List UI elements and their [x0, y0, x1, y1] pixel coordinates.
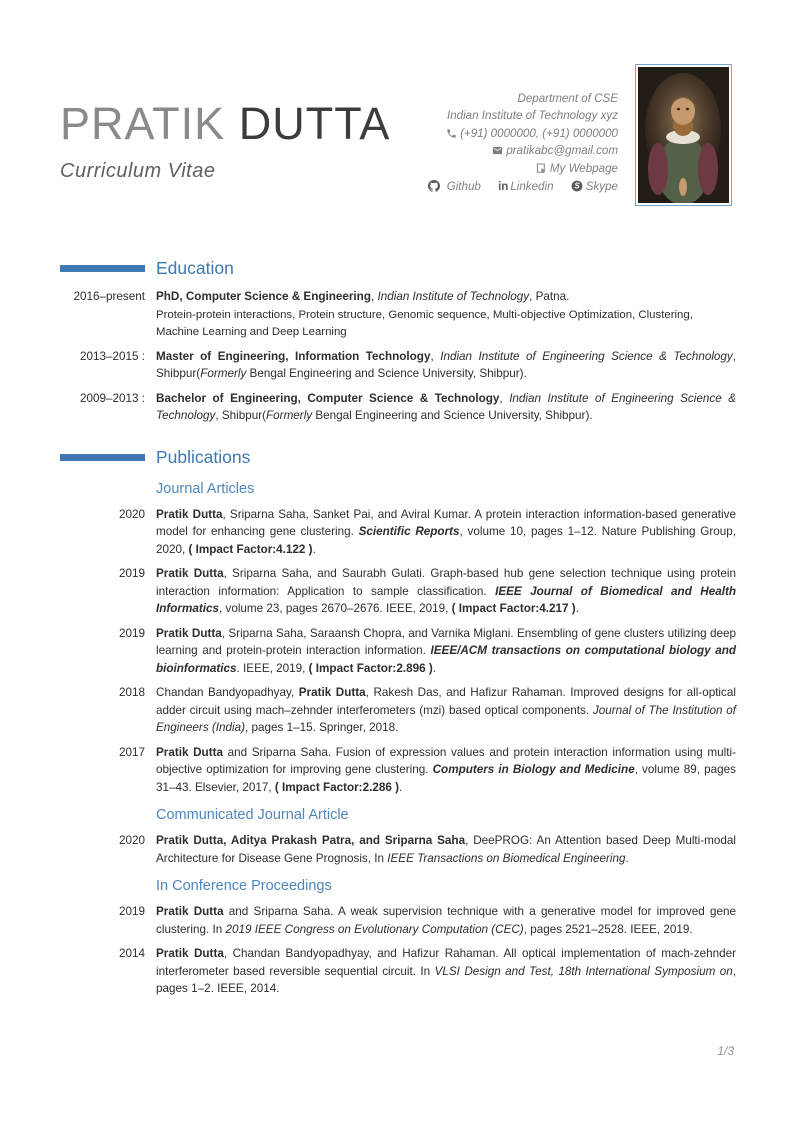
- section-title: Publications: [156, 446, 251, 467]
- linkedin-link[interactable]: [498, 180, 553, 193]
- phone-numbers: (+91) 0000000, (+91) 0000000: [460, 126, 618, 140]
- last-name: DUTTA: [238, 98, 391, 149]
- svg-text:S: S: [574, 181, 580, 191]
- github-link[interactable]: [428, 180, 480, 193]
- entry-row: [60, 832, 736, 867]
- subsection-header-row: [60, 477, 736, 506]
- section-education: [60, 258, 736, 425]
- phone-icon: [446, 127, 460, 140]
- entry-text: Master of Engineering, Information Technology, Indian Institute of Engineering Science & Technology, Shibpur(Formerly Bengal Engineering and Science University, Shibpur).: [156, 349, 737, 380]
- subsection-header-row: [60, 803, 736, 832]
- entry-row: [60, 348, 736, 383]
- entry-text: PhD, Computer Science & Engineering, Indian Institute of Technology, Patna.: [156, 290, 570, 303]
- entry-note: Protein-protein interactions, Protein structure, Genomic sequence, Multi-objective Optimization, Clustering, Machine Learning and Deep Learning: [156, 308, 693, 338]
- cv-body: [60, 258, 736, 998]
- entry-year: 2019: [118, 626, 145, 640]
- linkedin-icon: in: [498, 181, 509, 194]
- header: [0, 0, 794, 232]
- entry-year: 2013–2015 :: [80, 349, 145, 363]
- page-number: 1/3: [717, 1044, 734, 1058]
- skype-link[interactable]: [571, 180, 618, 193]
- skype-label[interactable]: Skype: [585, 180, 618, 194]
- social-links: [298, 178, 618, 196]
- entry-row: [60, 390, 736, 425]
- first-name: PRATIK: [60, 98, 226, 149]
- entry-row: [60, 684, 736, 737]
- subsection-title: Journal Articles: [156, 480, 255, 497]
- profile-photo: [635, 64, 732, 206]
- entry-text: Pratik Dutta, Chandan Bandyopadhyay, and Hafizur Rahaman. All optical implementation of mach-zehnder interferometer based reversible sequential circuit. In VLSI Design and Test, 18th International Symposium on, pages 1–2. IEEE, 2014.: [156, 947, 737, 995]
- entry-row: [60, 565, 736, 618]
- section-rule: [60, 454, 145, 461]
- contact-webpage[interactable]: [298, 160, 618, 177]
- entry-text: Pratik Dutta, Sriparna Saha, Sanket Pai, and Aviral Kumar. A protein interaction information-based generative model for enhancing gene clustering. Scientific Reports, volume 10, pages 1–12. Nature Publishing Group, 2020, ( Impact Factor:4.122 ).: [156, 507, 736, 556]
- linkedin-label[interactable]: Linkedin: [510, 180, 554, 194]
- entry-year: 2018: [118, 686, 145, 699]
- cv-subtitle: Curriculum Vitae: [60, 160, 216, 183]
- email-icon: [492, 144, 506, 157]
- entry-text: Chandan Bandyopadhyay, Pratik Dutta, Rakesh Das, and Hafizur Rahaman. Improved designs for all-optical adder circuit using mach–zehnder interferometers (mzi) based optical components. Journal of The Institution of Engineers (India), pages 1–15. Springer, 2018.: [156, 686, 736, 734]
- section-rule: [60, 265, 145, 272]
- contact-phone: [298, 125, 618, 142]
- subsection-title: Communicated Journal Article: [156, 807, 349, 823]
- entry-row: [60, 288, 736, 341]
- section-publications: [60, 447, 736, 998]
- section-header: [60, 258, 736, 279]
- contact-institute: Indian Institute of Technology xyz: [446, 109, 618, 123]
- entry-row: [60, 625, 736, 678]
- entry-year: 2017: [118, 745, 145, 759]
- subsection-header-row: [60, 874, 736, 903]
- entry-year: 2020: [118, 834, 145, 847]
- contact-email[interactable]: [298, 142, 618, 159]
- entry-year: 2009–2013 :: [80, 391, 145, 405]
- subsection-title: In Conference Proceedings: [156, 878, 332, 894]
- entry-year: 2020: [118, 507, 145, 521]
- entry-text: Pratik Dutta and Sriparna Saha. Fusion of expression values and protein interaction information using multi-objective optimization for improving gene clustering. Computers in Biology and Medicine, volume 89, pages 31–43. Elsevier, 2017, ( Impact Factor:2.286 ).: [156, 745, 736, 794]
- skype-icon: [571, 180, 586, 193]
- entry-text: Pratik Dutta and Sriparna Saha. A weak supervision technique with a generative model for improved gene clustering. In 2019 IEEE Congress on Evolutionary Computation (CEC), pages 2521–2528. IEEE, 2019.: [156, 905, 736, 936]
- entry-year: 2019: [118, 567, 145, 580]
- entry-year: 2014: [118, 947, 145, 960]
- webpage-icon: [536, 162, 550, 175]
- entry-row: [60, 744, 736, 797]
- webpage-label[interactable]: My Webpage: [549, 161, 618, 175]
- entry-row: [60, 903, 736, 938]
- contact-department: Department of CSE: [517, 92, 618, 105]
- entry-year: 2019: [118, 905, 145, 918]
- contact-block: [298, 90, 618, 196]
- entry-text: Pratik Dutta, Aditya Prakash Patra, and Sriparna Saha, DeePROG: An Attention based Deep Multi-modal Architecture for Disease Gene Prognosis, In IEEE Transactions on Biomedical Engineering.: [156, 834, 736, 865]
- entry-text: Pratik Dutta, Sriparna Saha, Saraansh Chopra, and Varnika Miglani. Ensembling of gene clusters utilizing deep learning and protein-protein interaction information. IEEE/ACM transactions on computational biology and bioinformatics. IEEE, 2019, ( Impact Factor:2.896 ).: [156, 626, 736, 675]
- email-address[interactable]: pratikabc@gmail.com: [506, 144, 618, 158]
- github-icon: [428, 180, 443, 193]
- entry-text: Pratik Dutta, Sriparna Saha, and Saurabh Gulati. Graph-based hub gene selection technique using protein interaction information: Application to sample classification. IEEE Journal of Biomedical and Health Informatics, volume 23, pages 2670–2676. IEEE, 2019, ( Impact Factor:4.217 ).: [156, 567, 736, 615]
- section-title: Education: [156, 258, 234, 278]
- entry-text: Bachelor of Engineering, Computer Science & Technology, Indian Institute of Engineering Science & Technology, Shibpur(Formerly Bengal Engineering and Science University, Shibpur).: [156, 391, 737, 422]
- entry-row: [60, 945, 736, 998]
- github-label[interactable]: Github: [446, 180, 481, 194]
- entry-row: [60, 506, 736, 559]
- section-header: [60, 447, 736, 468]
- entry-year: 2016–present: [73, 290, 145, 303]
